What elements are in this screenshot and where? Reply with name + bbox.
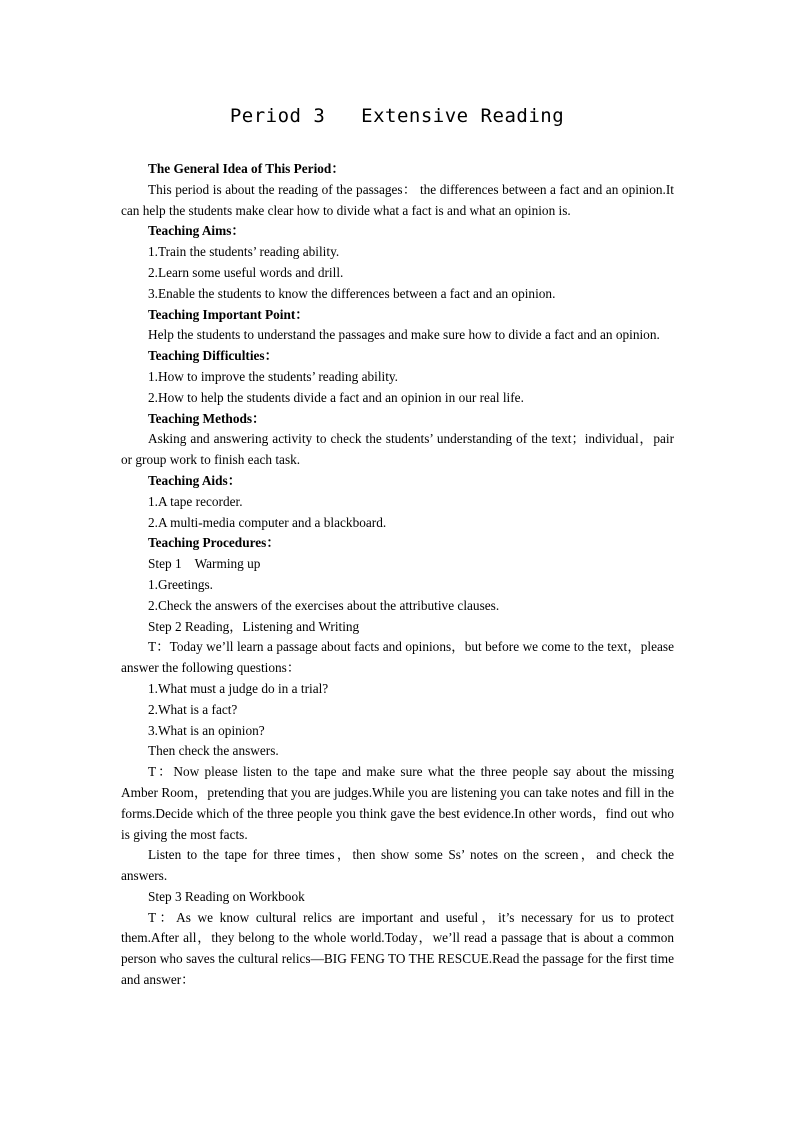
paragraph: 2.What is a fact? — [148, 701, 238, 717]
paragraph: 3.Enable the students to know the differences between a fact and an opinion. — [148, 285, 556, 301]
section-heading: The General Idea of This Period： — [148, 161, 345, 176]
paragraph: T：Today we’ll learn a passage about facts and opinions，but before we come to the text，please answer the following questions： — [121, 639, 678, 676]
paragraph: 2.Check the answers of the exercises about the attributive clauses. — [148, 597, 500, 613]
paragraph: T：As we know cultural relics are important and useful，it’s necessary for us to protect them.After all，they belong to the whole world.Today，we’ll read a passage that is about a common person who saves the cultural relics—BIG FENG TO THE RESCUE.Read the passage for the first time and answer： — [121, 909, 678, 988]
paragraph: 2.How to help the students divide a fact and an opinion in our real life. — [148, 389, 524, 405]
paragraph: T：Now please listen to the tape and make sure what the three people say about the missing Amber Room，pretending that you are judges.While you are listening you can take notes and fill in the forms.Decide which of the three people you think gave the best evidence.In other words，find out who is giving the most facts. — [121, 764, 678, 842]
document-body — [121, 159, 678, 991]
paragraph: Help the students to understand the passages and make sure how to divide a fact and an opinion. — [148, 327, 660, 343]
section-heading: Teaching Procedures： — [148, 535, 280, 551]
paragraph: 2.Learn some useful words and drill. — [148, 264, 344, 280]
paragraph: 1.Greetings. — [148, 576, 213, 592]
section-heading: Teaching Aims： — [148, 223, 245, 239]
paragraph: This period is about the reading of the passages： the differences between a fact and an opinion.It can help the students make clear how to divide what a fact is and what an opinion is. — [121, 181, 678, 218]
paragraph: 3.What is an opinion? — [148, 722, 265, 738]
paragraph: Listen to the tape for three times，then show some Ss’ notes on the screen，and check the answers. — [121, 847, 678, 884]
section-heading: Teaching Important Point： — [148, 306, 309, 322]
paragraph: 2.A multi-media computer and a blackboard. — [148, 514, 387, 530]
section-heading: Teaching Aids： — [148, 472, 241, 488]
page-title: Period 3 Extensive Reading — [229, 105, 565, 127]
paragraph: 1.How to improve the students’ reading ability. — [148, 368, 399, 384]
paragraph: 1.What must a judge do in a trial? — [148, 680, 329, 696]
paragraph: 1.Train the students’ reading ability. — [148, 244, 340, 260]
paragraph: Step 1 Warming up — [148, 556, 261, 572]
paragraph: Then check the answers. — [148, 743, 279, 759]
paragraph: 1.A tape recorder. — [148, 493, 243, 509]
paragraph: Step 3 Reading on Workbook — [148, 888, 305, 904]
paragraph: Asking and answering activity to check the students’ understanding of the text；individual，pair or group work to finish each task. — [121, 431, 678, 468]
section-heading: Teaching Methods： — [148, 410, 266, 426]
section-heading: Teaching Difficulties： — [148, 348, 278, 364]
paragraph: Step 2 Reading，Listening and Writing — [148, 618, 360, 634]
